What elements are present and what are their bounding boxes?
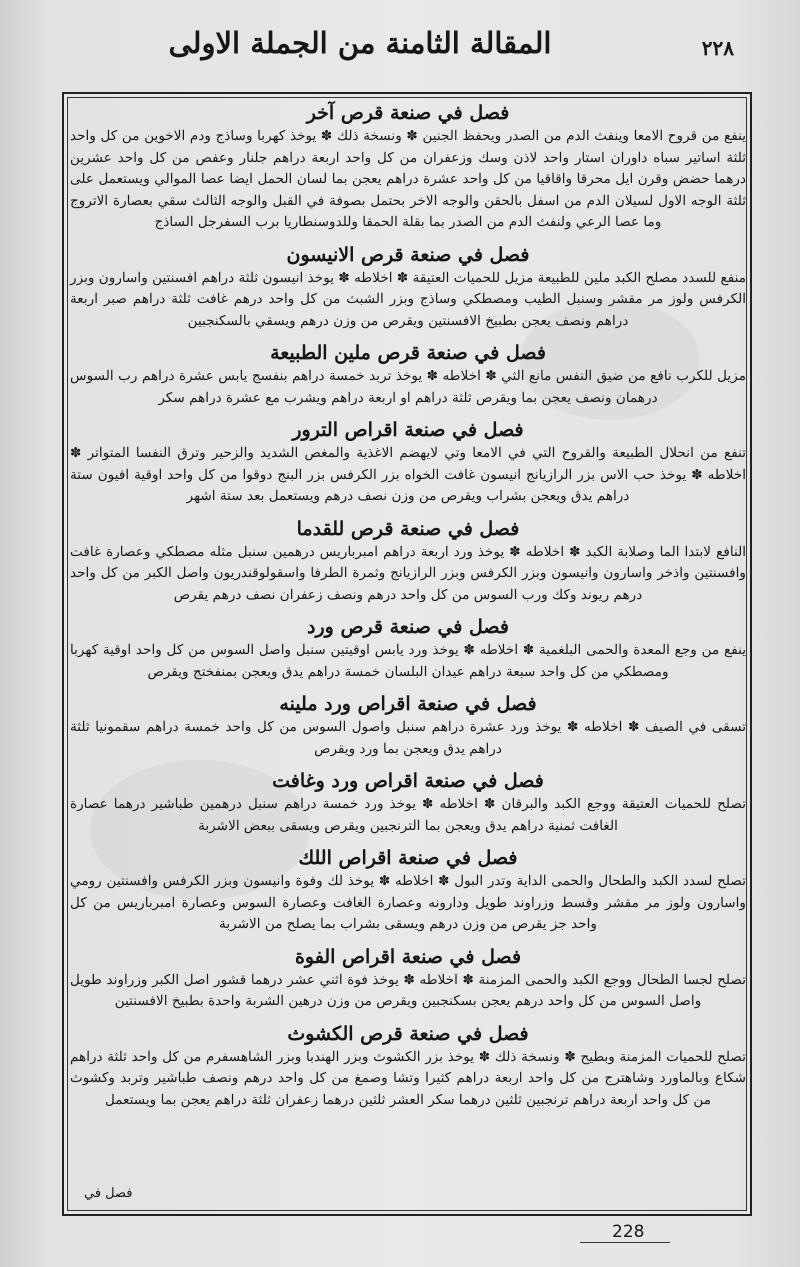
section-heading: فصل في صنعة اقراص الترور <box>292 419 524 441</box>
section-body: منفع للسدد مصلح الكبد ملين للطبيعة مزيل للحميات العتيقة ✽ اخلاطه ✽ يوخذ انيسون ثلثة دراهم افسنتين واسارون وبزر الكرفس ولوز مر مقشر وسنبل الطيب ومصطكي وساذج وبزر الشبث من كل واحد درهم غافت ثلثة دراهم صبر اربعة دراهم ونصف يعجن بطبيخ الافسنتين ويقرص من وزن درهم ويسقي بالسكنجبين <box>70 269 746 329</box>
page-number-top: ٢٢٨ <box>701 36 734 60</box>
section-body: تسقى في الصيف ✽ اخلاطه ✽ يوخذ ورد عشرة دراهم سنبل واصول السوس من كل واحد خمسة دراهم سقمونيا ثلثة دراهم يدق ويعجن بما ورد ويقرص <box>70 719 746 757</box>
page-number-bottom: 228 <box>612 1222 645 1242</box>
section-heading: فصل في صنعة اقراص ورد وغافت <box>272 770 544 792</box>
section-heading: فصل في صنعة قرص آخر <box>306 102 510 124</box>
section-heading: فصل في صنعة قرص ورد <box>307 616 509 638</box>
section-body: تصلح لسدد الكبد والطحال والحمى الداية وتدر البول ✽ اخلاطه ✽ يوخذ لك وفوة وانيسون وبزر الكرفس وافسنتين رومي واسارون ولوز مر مقشر وقسط وزراوند طويل ودارونه وعصارة الغافت وعصارة السوس وعصارة امبرباريس من كل واحد جز يقرص من وزن درهم ويسقى بشراب بما يصلح من الاشربة <box>70 873 746 932</box>
page-header <box>0 22 800 82</box>
section <box>70 514 746 607</box>
section-body: تصلح للحميات المزمنة وبطيح ✽ ونسخة ذلك ✽ يوخذ بزر الكشوث وبزر الهندبا وبزر الشاهسفرم من كل واحد ثلثة دراهم شكاع وبالماورد وشاهترج من كل واحد اربعة دراهم كثيرا وتشا وصمغ من كل واحد درهم ونصف طباشير وتربد وكشوث من كل واحد اربعة دراهم ترنجبين ثلثين درهما سكر العشر ثلثين درهما زعفران ثلثة دراهم يعجن بما ويستعمل <box>70 1048 746 1108</box>
section-heading: فصل في صنعة اقراص اللك <box>298 847 518 869</box>
section-heading: فصل في صنعة اقراص ورد ملينه <box>279 693 537 715</box>
page-content <box>70 98 746 1117</box>
section <box>70 843 746 936</box>
section-body: مزيل للكرب نافع من ضيق النفس مانع الثي ✽ اخلاطه ✽ يوخذ تربد خمسة دراهم بنفسج يابس عشرة دراهم رب السوس درهمان ونصف يعجن بما ويقرص ثلثة دراهم او اربعة دراهم ويشرب مع عشرة دراهم سكر <box>70 368 746 406</box>
section <box>70 1019 746 1112</box>
section <box>70 98 746 234</box>
section-heading: فصل في صنعة قرص الانيسون <box>286 243 530 266</box>
section <box>70 942 746 1013</box>
section-body: تنفع من انحلال الطبيعة والقروح التي في الامعا وتي لايهضم الاغذية والمغص الشديد والزحير وترق النفسا المتواتر ✽ اخلاطه ✽ يوخذ حب الاس بزر الرازيانج انيسون غافت الخواه بزر الكرفس بزر البنج دوقوا من كل واحد اوقية افيون ستة دراهم يدق ويعجن بشراب ويقرص من وزن نصف درهم ويستعمل بعد ستة اشهر <box>70 445 746 504</box>
section-heading: فصل في صنعة قرص الكشوث <box>287 1022 529 1045</box>
page-number-underline <box>580 1242 670 1243</box>
section <box>70 415 746 508</box>
catchword: فصل في <box>84 1186 133 1201</box>
section <box>70 766 746 837</box>
section-body: ينفع من وجع المعدة والحمى البلغمية ✽ اخلاطه ✽ يوخذ ورد يابس اوقيتين سنبل واصل السوس من كل واحد اوقية كهربا ومصطكي من كل واحد سبعة دراهم عيدان البلسان خمسة دراهم يدق ويعجن بمنفختج ويقرص <box>70 642 746 680</box>
section-body: تصلح لجسا الطحال ووجع الكبد والحمى المزمنة ✽ اخلاطه ✽ يوخذ فوة اثني عشر درهما قشور اصل الكبر وزراوند طويل واصل السوس من كل واحد درهم يعجن بسكنجبين ويقرص من وزن درهين الشربة واحدة بطبيخ الافسنتين <box>70 971 746 1009</box>
section-body: النافع لابتدا الما وصلابة الكبد ✽ اخلاطه ✽ يوخذ ورد اربعة دراهم امبرباريس درهمين سنبل مثله مصطكي وعصارة غافت وافسنتين واذخر واسارون وانيسون وبزر الكرفس وبزر الرازيانج وثمرة الطرفا واسقولوقندريون واصل الكبر من كل واحد درهم ريوند وكك ورب السوس من كل واحد درهم ونصف زعفران نصف درهم يقرص <box>70 543 746 603</box>
section <box>70 338 746 409</box>
section-heading: فصل في صنعة قرص للقدما <box>296 517 520 540</box>
section-heading: فصل في صنعة اقراص الفوة <box>294 945 522 968</box>
section <box>70 689 746 760</box>
section-heading: فصل في صنعة قرص ملين الطبيعة <box>270 342 546 364</box>
section-body: تصلح للحميات العتيقة ووجع الكبد والبرقان ✽ اخلاطه ✽ يوخذ ورد خمسة دراهم سنبل درهمين طباشير درهما عصارة الغافت ثمنية دراهم يدق ويعجن بما الترنجبين ويقرص ويسقى ببعض الاشربة <box>70 796 746 834</box>
section <box>70 612 746 683</box>
section-body: ينفع من قروح الامعا وينفث الدم من الصدر ويحفظ الجنين ✽ ونسخة ذلك ✽ يوخذ كهربا وساذج ودم الاخوين من كل واحد ثلثة اساتير سباه داوران استار واحد لاذن وسك وزعفران من كل واحد اربعة دراهم جلنار وعفص من كل واحد عشرين درهما حضض وقرن ايل محرقا واقاقيا من كل واحد عشرة دراهم يعجن بما لسان الحمل ايضا عصا الموالي ويستعمل على ثلثة الوجه الاول لسيلان الدم من اسفل بالحقن والوجه الاخر بحتمل بصوفة في القبل والوجه الثالث سقي بعصارة الاتروج وما عصا الرعي ولنفث الدم من الصدر بما بقلة الحمقا وللدوسنطاريا برب السفرجل الساذج <box>70 128 746 230</box>
section <box>70 240 746 333</box>
running-title: المقالة الثامنة من الجملة الاولى <box>168 26 552 60</box>
